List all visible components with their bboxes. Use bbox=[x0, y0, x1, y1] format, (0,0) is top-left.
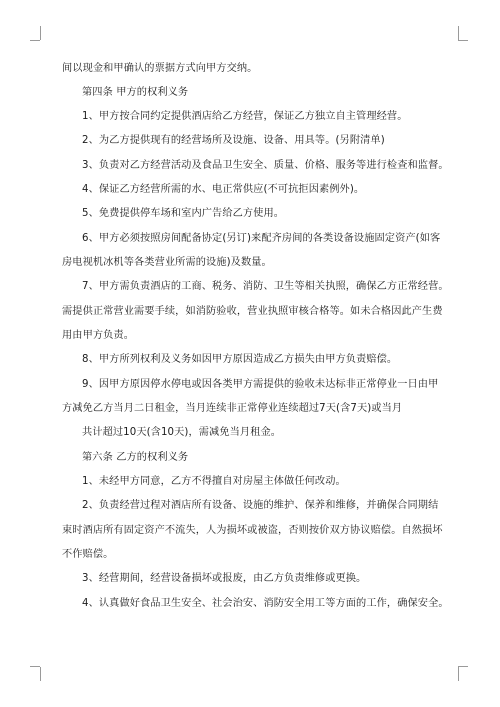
crop-mark-top-right-v bbox=[458, 26, 459, 40]
text-line: 2、负责经营过程对酒店所有设备、设施的维护、保养和维修，并确保合同期结 bbox=[82, 500, 439, 511]
text-line: 束时酒店所有固定资产不流失，人为损坏或被盗，否则按价双方协议赔偿。自然损坏 bbox=[62, 525, 443, 536]
text-line: 9、因甲方原因停水停电或因各类甲方需提供的验收未达标非正常停业一日由甲 bbox=[82, 379, 439, 390]
text-line: 1、未经甲方同意，乙方不得擅自对房屋主体做任何改动。 bbox=[82, 476, 346, 487]
text-line: 需提供正常营业需要手续，如消防验收，营业执照审核合格等。如未合格因此产生费 bbox=[62, 306, 443, 317]
text-line: 2、为乙方提供现有的经营场所及设施、设备、用具等。(另附清单) bbox=[82, 135, 385, 146]
text-line: 5、免费提供停车场和室内广告给乙方使用。 bbox=[82, 208, 285, 219]
crop-mark-top-left-h bbox=[30, 40, 40, 41]
text-line: 7、甲方需负责酒店的工商、税务、消防、卫生等相关执照，确保乙方正常经营。 bbox=[82, 281, 449, 292]
section-heading: 第六条 乙方的权利义务 bbox=[82, 452, 189, 463]
text-line: 6、甲方必须按照房间配备协定(另订)来配齐房间的各类设备设施固定资产(如客 bbox=[82, 233, 441, 244]
text-line: 4、保证乙方经营所需的水、电正常供应(不可抗拒因素例外)。 bbox=[82, 184, 365, 195]
text-line: 8、甲方所列权利及义务如因甲方原因造成乙方损失由甲方负责赔偿。 bbox=[82, 354, 398, 365]
text-line: 4、认真做好食品卫生安全、社会治安、消防安全用工等方面的工作，确保安全。 bbox=[82, 598, 449, 609]
crop-mark-bottom-left-h bbox=[30, 666, 40, 667]
crop-mark-bottom-right-h bbox=[458, 666, 468, 667]
crop-mark-bottom-left-v bbox=[40, 667, 41, 681]
section-heading: 第四条 甲方的权利义务 bbox=[82, 87, 189, 98]
text-line: 3、经营期间，经营设备损坏或报废，由乙方负责维修或更换。 bbox=[82, 573, 367, 584]
text-line: 房电视机冰机等各类营业所需的设施)及数量。 bbox=[62, 257, 272, 268]
text-line: 3、负责对乙方经营活动及食品卫生安全、质量、价格、服务等进行检查和监督。 bbox=[82, 160, 449, 171]
text-line: 共计超过10天(含10天)，需减免当月租金。 bbox=[82, 427, 282, 438]
text-line: 间以现金和甲确认的票据方式向甲方交纳。 bbox=[62, 63, 258, 74]
crop-mark-top-left-v bbox=[40, 26, 41, 40]
text-line: 方减免乙方当月二日租金，当月连续非正常停业连续超过7天(含7天)或当月 bbox=[62, 403, 403, 414]
crop-mark-bottom-right-v bbox=[458, 667, 459, 681]
text-line: 不作赔偿。 bbox=[62, 549, 114, 560]
text-line: 用由甲方负责。 bbox=[62, 330, 135, 341]
text-line: 1、甲方按合同约定提供酒店给乙方经营，保证乙方独立自主管理经营。 bbox=[82, 111, 408, 122]
crop-mark-top-right-h bbox=[458, 40, 468, 41]
